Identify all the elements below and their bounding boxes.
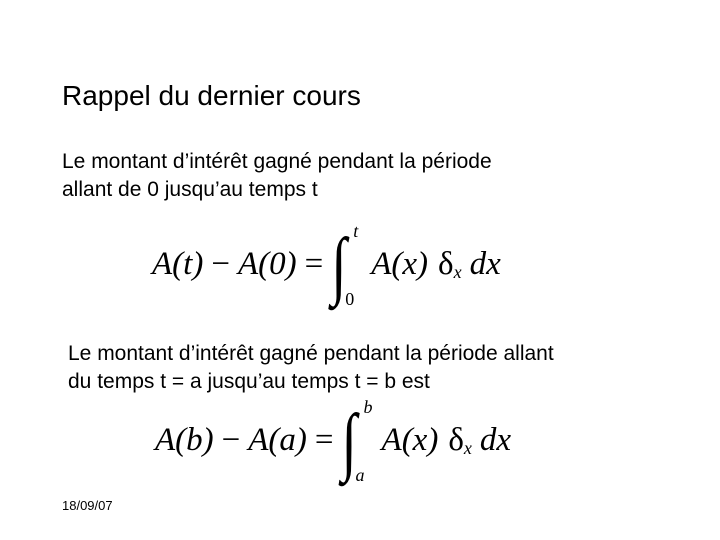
integral-sign: ∫: [331, 223, 347, 308]
integral-sign: ∫: [341, 399, 357, 484]
minus-sign: −: [221, 421, 241, 458]
integral-upper-limit: b: [363, 397, 373, 417]
paragraph-line: Le montant d’intérêt gagné pendant la période: [62, 150, 492, 173]
equals-sign: =: [314, 421, 334, 458]
delta-subscript: x: [463, 438, 472, 458]
differential: dx: [479, 421, 512, 458]
paragraph-line: du temps t = a jusqu’au temps t = b est: [68, 370, 430, 393]
delta-symbol: δ: [448, 421, 464, 458]
paragraph-line: allant de 0 jusqu’au temps t: [62, 178, 318, 201]
delta-symbol: δ: [438, 245, 454, 282]
integral-upper-limit: t: [353, 221, 359, 241]
integrand: A(x): [381, 421, 439, 458]
delta-subscript: x: [453, 262, 462, 282]
paragraph-interest-0-to-t: [62, 148, 492, 204]
equation-term: A(a): [248, 421, 307, 458]
integral-lower-limit: a: [355, 465, 365, 485]
integral-lower-limit: 0: [345, 289, 355, 309]
paragraph-interest-a-to-b: [68, 340, 554, 396]
equation-interest-0-to-t: [152, 221, 501, 309]
equals-sign: =: [304, 245, 324, 282]
slide-title: Rappel du dernier cours: [62, 80, 361, 111]
differential: dx: [469, 245, 501, 282]
equation-term: A(t): [152, 245, 204, 282]
footer-date: 18/09/07: [62, 498, 113, 513]
minus-sign: −: [211, 245, 230, 282]
equation-interest-a-to-b: [155, 397, 512, 485]
integrand: A(x): [371, 245, 428, 282]
equation-term: A(b): [155, 421, 214, 458]
paragraph-line: Le montant d’intérêt gagné pendant la période allant: [68, 342, 554, 365]
equation-term: A(0): [237, 245, 297, 282]
integral: [331, 221, 365, 309]
integral: [341, 397, 376, 485]
